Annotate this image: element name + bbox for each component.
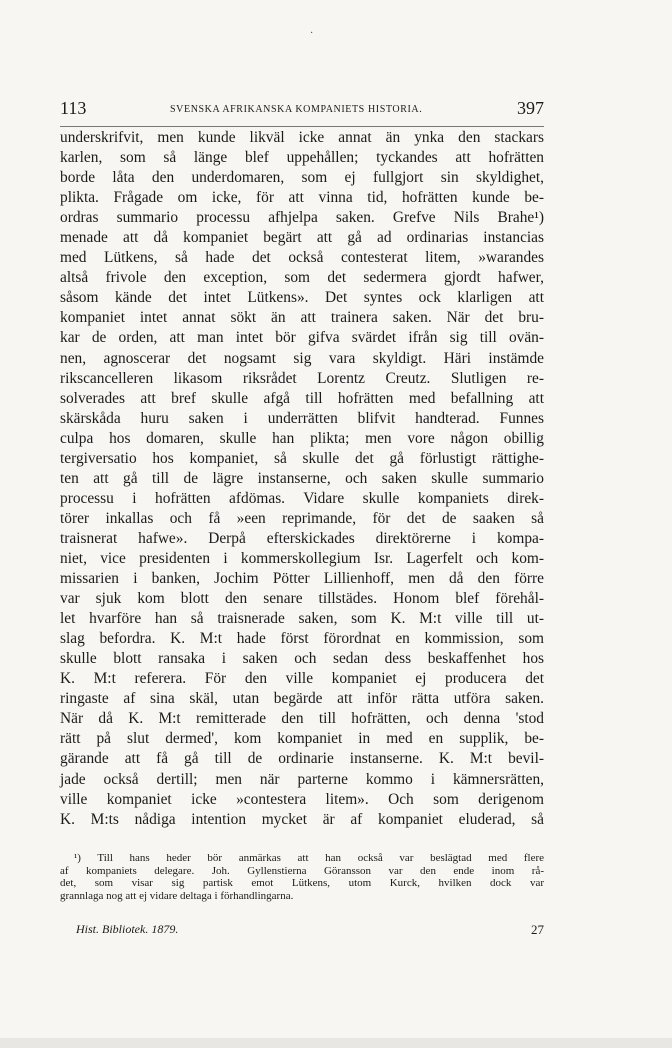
text-line: nen, agnoscerar det nogsamt sig vara skyldigt. Häri instämde [60,349,544,367]
top-mark: · [310,28,314,39]
text-line: ten att gå till de lägre instanserne, och saken skulle summario [60,469,544,487]
signature-number: 27 [531,922,544,937]
footnote [60,852,544,902]
body-text [60,128,544,830]
text-line: traisnerat hafwe». Derpå efterskickades direktörerne i kompa- [60,529,544,547]
signature-mark: Hist. Bibliotek. 1879. [76,922,179,936]
text-line: let hvarföre han så traisnerade saken, som K. M:t ville till ut- [60,610,544,628]
text-line: tergiversatio hos kompaniet, så skulle det gå förlustigt rättighe- [60,449,544,467]
text-line: underskrifvit, men kunde likväl icke annat än ynka den stackars [60,129,544,146]
text-line: rikscancelleren likasom riksrådet Lorentz Creutz. Slutligen re- [60,369,544,387]
text-line: borde låta den underdomaren, som ej fullgjort sin skyldighet, [60,169,544,187]
text-line: När då K. M:t remitterade den till hofrätten, och denna 'stod [60,710,544,728]
page-number-left: 113 [60,98,87,118]
text-line: processu i hofrätten afdömas. Vidare skulle kompaniets direk- [60,489,544,507]
footnote-line: af kompaniets delegare. Joh. Gyllenstierna Göransson var den ende inom rå- [60,864,544,877]
text-line: slag befordra. K. M:t hade först förordnat en kommission, som [60,630,544,648]
text-line: plikta. Frågade om icke, för att vinna tid, hofrätten kunde be- [60,189,544,207]
text-line: altså frivole den exception, som det sedermera gjordt hafwer, [60,269,544,287]
text-line: var sjuk kom blott den senare tillstädes. Honom blef förehål- [60,590,544,608]
page-number-right: 397 [517,98,544,118]
text-line: karlen, som så länge blef uppehållen; tyckandes att hofrätten [60,149,544,167]
text-line: jade också dertill; men när parterne kommo i kämnersrätten, [60,770,544,788]
header-rule [60,126,544,127]
text-line: niet, vice presidenten i kommerskollegium Isr. Lagerfelt och kom- [60,549,544,567]
text-line: med Lütkens, så hade det också contesterat litem, »warandes [60,249,544,267]
footnote-line: grannlaga nog att ej vidare deltaga i förhandlingarna. [60,889,294,902]
running-header [60,98,544,120]
text-line: skulle blott ransaka i saken och sedan dess beskaffenhet hos [60,650,544,668]
text-line: törer inkallas och få »een reprimande, för det de saaken så [60,509,544,527]
running-title: SVENSKA AFRIKANSKA KOMPANIETS HISTORIA. [170,104,423,115]
text-line: kompaniet intet annat sökt än att trainera saken. När det bru- [60,309,544,327]
signature-line [76,922,544,938]
text-line: gärande att få gå till de ordinarie instanserne. K. M:t bevil- [60,750,544,768]
text-line: missarien i banken, Jochim Pötter Lillienhoff, men då den förre [60,570,544,588]
text-line: culpa hos domaren, skulle han plikta; men vore någon obillig [60,429,544,447]
text-line: kar de orden, att man intet bör gifva svärdet ifrån sig till ovän- [60,329,544,347]
text-line: ville kompaniet icke »contestera litem». Och som derigenom [60,790,544,808]
text-line: såsom kände det intet Lütkens». Det syntes ock klarligen att [60,289,544,307]
text-line: ordras summario processu afhjelpa saken. Grefve Nils Brahe¹) [60,209,544,227]
text-line: menade att då kompaniet begärt att gå ad ordinarias instancias [60,229,544,247]
text-line: skärskåda huru saken i underrätten blifvit handterad. Funnes [60,409,544,427]
text-line: K. M:t referera. För den ville kompaniet ej producera det [60,670,544,688]
text-line: rätt på slut dermed', kom kompaniet in med en supplik, be- [60,730,544,748]
page-bottom-edge [0,1038,672,1048]
footnote-line: ¹) Till hans heder bör anmärkas att han också var beslägtad med flere [74,852,544,864]
text-line: K. M:ts nådiga intention mycket är af kompaniet eluderad, så [60,810,544,828]
footnote-line: det, som visar sig partisk emot Lütkens, utom Kurck, hvilken dock var [60,877,544,890]
text-line: ringaste af sina skäl, utan begärde att inför rätta utföra saken. [60,690,544,708]
text-line: solverades att bref skulle afgå till hofrätten med befallning att [60,389,544,407]
